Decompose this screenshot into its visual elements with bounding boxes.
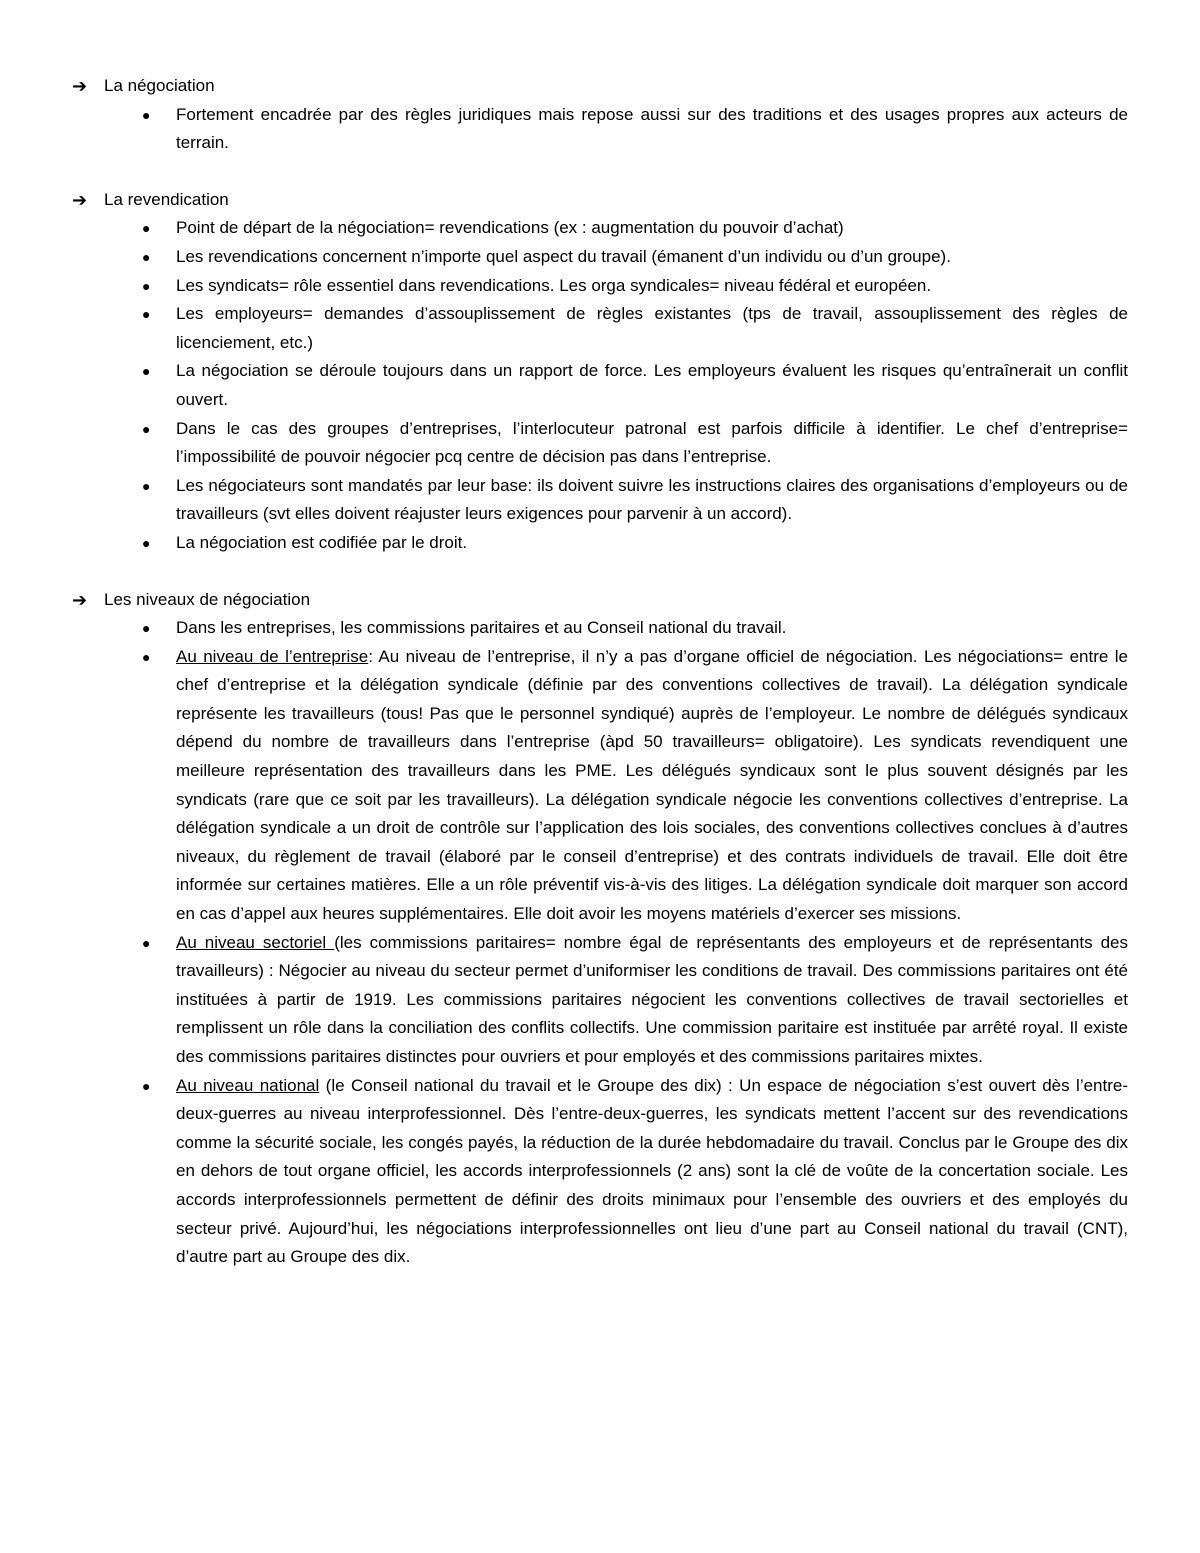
section-revendication bbox=[72, 186, 1128, 558]
list-item: ● La négociation se déroule toujours dans un rapport de force. Les employeurs évaluent les risques qu’entraînerait un conflit ouvert. bbox=[176, 357, 1128, 414]
list-item: ● Dans le cas des groupes d’entreprises, l’interlocuteur patronal est parfois difficile à identifier. Le chef d’entreprise= l’impossibilité de pouvoir négocier pcq centre de décision pas dans l’entreprise. bbox=[176, 415, 1128, 472]
list-item: ● Fortement encadrée par des règles juridiques mais repose aussi sur des traditions et des usages propres aux acteurs de terrain. bbox=[176, 101, 1128, 158]
underlined-lead: Au niveau de l’entreprise bbox=[176, 646, 369, 666]
bullet-icon: ● bbox=[142, 1077, 151, 1094]
bullet-icon: ● bbox=[142, 648, 151, 665]
section-heading bbox=[72, 72, 1128, 101]
arrow-right-icon: ➔ bbox=[72, 589, 88, 610]
list-item: ● Au niveau national (le Conseil national du travail et le Groupe des dix) : Un espace de négociation s’est ouvert dès l’entre-deux-guerres au niveau interprofessionnel. Dès l’entre-deux-guerres, les syndicats mettent l’accent sur des revendications comme la sécurité sociale, les congés payés, la réduction de la durée hebdomadaire du travail. Conclus par le Groupe des dix en dehors de tout organe officiel, les accords interprofessionnels (2 ans) sont la clé de voûte de la concertation sociale. Les accords interprofessionnels permettent de définir des droits minimaux pour l’ensemble des ouvriers et des employés du secteur privé. Aujourd’hui, les négociations interprofessionnelles ont lieu d’une part au Conseil national du travail (CNT), d’autre part au Groupe des dix. bbox=[176, 1072, 1128, 1272]
list-item: ● Les syndicats= rôle essentiel dans revendications. Les orga syndicales= niveau fédéral et européen. bbox=[176, 272, 1128, 301]
bullet-icon: ● bbox=[142, 277, 151, 294]
list-item: ● Les employeurs= demandes d’assouplissement de règles existantes (tps de travail, assouplissement des règles de licenciement, etc.) bbox=[176, 300, 1128, 357]
list-item: ● Les revendications concernent n’importe quel aspect du travail (émanent d’un individu ou d’un groupe). bbox=[176, 243, 1128, 272]
bullet-icon: ● bbox=[142, 620, 151, 637]
bullet-list bbox=[72, 101, 1128, 158]
list-item: ● La négociation est codifiée par le droit. bbox=[176, 529, 1128, 558]
bullet-icon: ● bbox=[142, 534, 151, 551]
underlined-lead: Au niveau national bbox=[176, 1075, 320, 1095]
list-item: ● Dans les entreprises, les commissions paritaires et au Conseil national du travail. bbox=[176, 614, 1128, 643]
section-negociation bbox=[72, 72, 1128, 158]
bullet-icon: ● bbox=[142, 106, 151, 123]
list-item: ● Les négociateurs sont mandatés par leur base: ils doivent suivre les instructions claires des organisations d’employeurs ou de travailleurs (svt elles doivent réajuster leurs exigences pour parvenir à un accord). bbox=[176, 472, 1128, 529]
arrow-right-icon: ➔ bbox=[72, 76, 88, 96]
list-item: ● Point de départ de la négociation= revendications (ex : augmentation du pouvoir d’achat) bbox=[176, 214, 1128, 243]
section-heading bbox=[72, 586, 1128, 615]
bullet-icon: ● bbox=[142, 420, 151, 437]
section-title: La revendication bbox=[104, 189, 229, 209]
section-heading bbox=[72, 186, 1128, 215]
underlined-lead: Au niveau sectoriel bbox=[176, 932, 335, 952]
section-niveaux bbox=[72, 586, 1128, 1272]
bullet-icon: ● bbox=[142, 477, 151, 494]
section-title: La négociation bbox=[104, 76, 215, 95]
list-item: ● Au niveau de l’entreprise: Au niveau de l’entreprise, il n’y a pas d’organe officiel de négociation. Les négociations= entre le chef d’entreprise et la délégation syndicale (définie par des conventions collectives de travail). La délégation syndicale représente les travailleurs (tous! Pas que le personnel syndiqué) auprès de l’employeur. Le nombre de délégués syndicaux dépend du nombre de travailleurs dans l’entreprise (àpd 50 travailleurs= obligatoire). Les syndicats revendiquent une meilleure représentation des travailleurs dans les PME. Les délégués syndicaux sont le plus souvent désignés par les syndicats (rare que ce soit par les travailleurs). La délégation syndicale négocie les conventions collectives d’entreprise. La délégation syndicale a un droit de contrôle sur l’application des lois sociales, des conventions collectives conclues à d’autres niveaux, du règlement de travail (élaboré par le conseil d’entreprise) et des contrats individuels de travail. Elle doit être informée sur certaines matières. Elle a un rôle préventif vis-à-vis des litiges. La délégation syndicale doit marquer son accord en cas d’appel aux heures supplémentaires. Elle doit avoir les moyens matériels d’exercer ses missions. bbox=[176, 643, 1128, 929]
bullet-icon: ● bbox=[142, 248, 151, 265]
document-content bbox=[72, 72, 1128, 1300]
section-title: Les niveaux de négociation bbox=[104, 589, 311, 609]
bullet-icon: ● bbox=[142, 306, 151, 323]
bullet-list bbox=[72, 614, 1128, 1272]
bullet-icon: ● bbox=[142, 934, 151, 951]
list-item: ● Au niveau sectoriel (les commissions paritaires= nombre égal de représentants des employeurs et de représentants des travailleurs) : Négocier au niveau du secteur permet d’uniformiser les conditions de travail. Des commissions paritaires ont été instituées à partir de 1919. Les commissions paritaires négocient les conventions collectives de travail sectorielles et remplissent un rôle dans la conciliation des conflits collectifs. Une commission paritaire est instituée par arrêté royal. Il existe des commissions paritaires distinctes pour ouvriers et pour employés et des commissions paritaires mixtes. bbox=[176, 929, 1128, 1072]
bullet-list bbox=[72, 214, 1128, 557]
bullet-icon: ● bbox=[142, 220, 151, 237]
arrow-right-icon: ➔ bbox=[72, 189, 88, 210]
bullet-icon: ● bbox=[142, 363, 151, 380]
